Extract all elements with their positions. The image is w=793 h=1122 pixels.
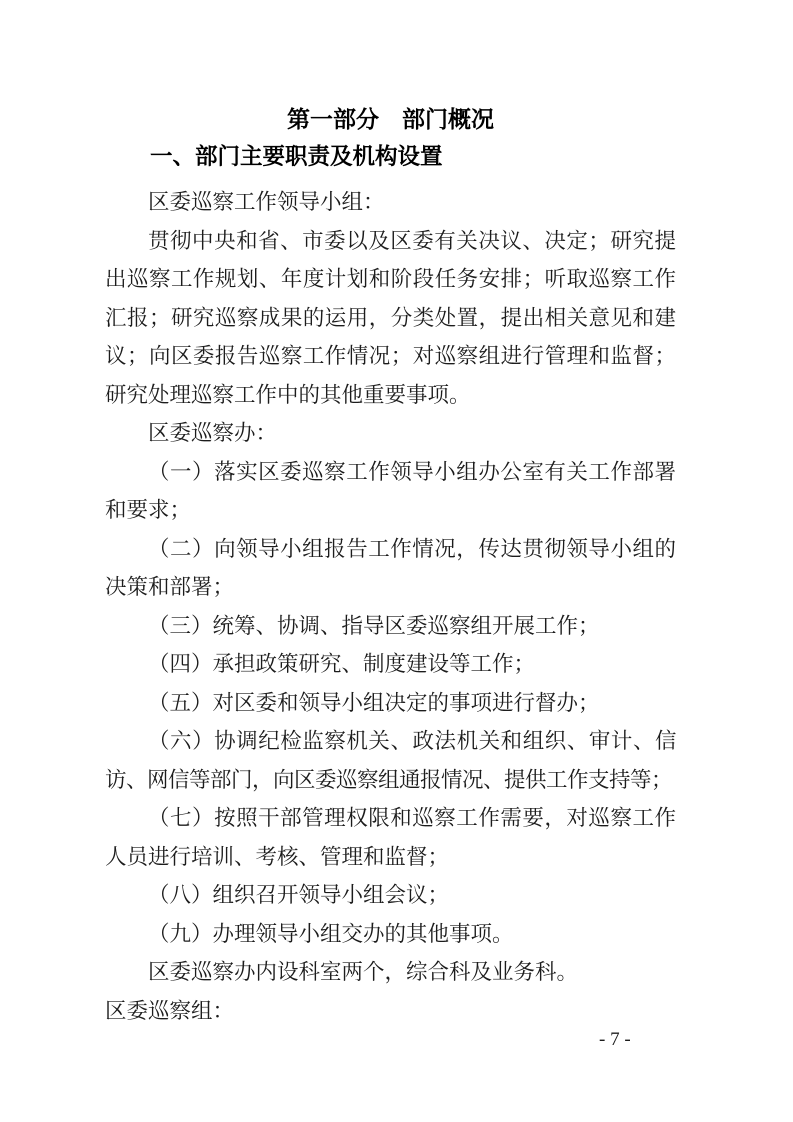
paragraph: （五）对区委和领导小组决定的事项进行督办； [148,690,600,715]
paragraph: （二）向领导小组报告工作情况，传达贯彻领导小组的决策和部署； [105,536,676,599]
paragraph: （四）承担政策研究、制度建设等工作； [148,652,536,676]
paragraph: 区委巡察办： [148,421,278,445]
paragraph: 区委巡察组： [105,998,235,1023]
document-content [105,100,676,1030]
paragraph: （一）落实区委巡察工作领导小组办公室有关工作部署和要求； [105,459,676,522]
section-heading: 一、部门主要职责及机构设置 [150,144,443,169]
paragraph: （三）统筹、协调、指导区委巡察组开展工作； [148,613,600,638]
paragraph: 区委巡察工作领导小组： [148,190,385,214]
document-title: 第一部分 部门概况 [287,106,494,132]
paragraph: 贯彻中央和省、市委以及区委有关决议、决定；研究提出巡察工作规划、年度计划和阶段任务安排；听取巡察工作汇报；研究巡察成果的运用，分类处置，提出相关意见和建议；向区委报告巡察工作情况；对巡察组进行管理和监督；研究处理巡察工作中的其他重要事项。 [105,228,676,407]
paragraph: （九）办理领导小组交办的其他事项。 [148,921,514,946]
paragraph: （八）组织召开领导小组会议； [148,883,450,907]
paragraph: 区委巡察办内设科室两个，综合科及业务科。 [148,960,579,984]
paragraph: （七）按照干部管理权限和巡察工作需要，对巡察工作人员进行培训、考核、管理和监督； [105,806,676,869]
paragraph: （六）协调纪检监察机关、政法机关和组织、审计、信访、网信等部门，向区委巡察组通报情况、提供工作支持等； [105,729,676,792]
page-number: - 7 - [599,1029,631,1050]
